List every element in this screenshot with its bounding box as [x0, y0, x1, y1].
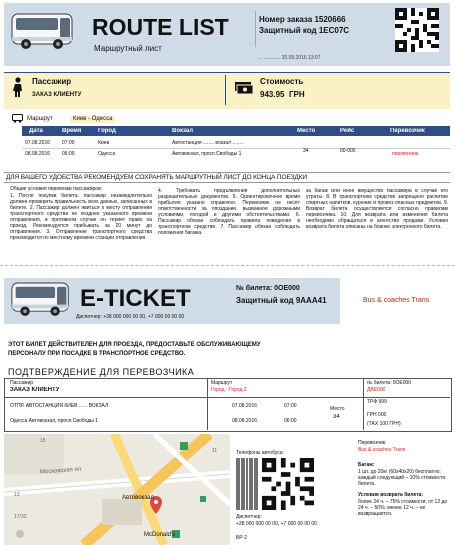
baggage-text: 1 шт. до 20кг (60x40x20) бесплатно; каждый следующий – 10% стоимости билета.	[358, 469, 446, 487]
map-num-1: 15	[40, 438, 46, 444]
person-icon	[13, 77, 23, 97]
confirm-passenger-name: ЗАКАЗ КЛИЕНТУ	[10, 387, 60, 393]
barcode	[236, 458, 258, 510]
map-num-4: 11	[212, 448, 218, 454]
rules-title: Общие условия перевозки пассажиров:	[10, 186, 103, 192]
confirm-price-value: ГРН 000	[367, 412, 387, 418]
carrier-label: Перевозчик:	[358, 440, 387, 446]
row-date: 08.08.2016	[25, 151, 51, 157]
eticket-security-code: Защитный код 9ААА41	[236, 296, 327, 305]
route-list-title: ROUTE LIST	[92, 14, 229, 40]
qr-code	[395, 8, 439, 52]
save-notice: ДЛЯ ВАШЕГО УДОБСТВА РЕКОМЕНДУЕМ СОХРАНЯТЬ МАРШРУТНЫЙ ЛИСТ ДО КОНЦА ПОЕЗДКИ	[6, 174, 307, 181]
eticket-ticket-number: № билета: 0ОЕ000	[236, 285, 300, 292]
confirm-col-rule-1	[207, 378, 208, 430]
confirm-seat-label: Место	[330, 406, 345, 412]
col-city: Город	[98, 128, 116, 134]
col-time: Время	[62, 128, 82, 134]
cost-currency: ГРН	[289, 90, 305, 99]
col-date: Дата	[29, 128, 43, 134]
row-date: 07.08.2016	[25, 140, 51, 146]
cut-line	[0, 265, 455, 266]
confirm-ticket-no: № билета: 0ОЕ000	[367, 380, 412, 386]
refund-title: Условия возврата билета:	[358, 492, 424, 498]
row-carrier: перевозчик	[392, 151, 419, 157]
passenger-name: ЗАКАЗ КЛИЕНТУ	[32, 92, 82, 98]
eticket-title: E-TICKET	[80, 285, 191, 312]
map-num-2: 13	[14, 492, 20, 498]
rules-column-3: за багаж или иное имущество пассажира в случае его утраты. 8. В транспортном средстве запрещено распитие спиртных напитков, курение и провоз опасных предметов. 9. Возврат билета осуществляется согласно правилам перевозчика. 10. Для возврата или изменения билета необходимо обращаться в агентство продажи. Условия возврата билета описаны на бланке электронного билета.	[306, 188, 448, 230]
table-header-row	[22, 126, 450, 136]
confirm-route-label: Маршрут	[211, 380, 233, 386]
row-seat: 34	[303, 148, 309, 154]
notice-rule	[4, 172, 450, 173]
confirm-arrive: Одесса Автовокзал, просп.Свободы 1	[10, 418, 99, 424]
rules-column-2: 4. Требовать предъявления дополнительных разрешительных документов. 5. Ориентировочное время прибытия указано справочно. Перевозчик не несёт ответственности за опоздание, вызванное дорожными условиями, погодой и другими обстоятельствами. 6. Пассажир обязан соблюдать правила поведения в транспортном средстве. 7. Пассажир обязан соблюдать положения багажа.	[158, 188, 300, 236]
baggage-title: Багаж:	[358, 462, 375, 468]
carrier-value: Bus & coaches Trans	[358, 447, 406, 453]
confirm-row-rule	[4, 397, 450, 398]
cost-label: Стоимость	[260, 77, 304, 86]
confirm-col-rule-2	[363, 378, 364, 430]
bus-icon	[10, 11, 76, 51]
row-station: Автовокзал, просп.Свободы 1	[172, 151, 242, 157]
dispatcher-phone: +38 000 000 00 00, +7 000 00 00 00	[236, 521, 317, 527]
map-station-label: Автовокзал	[122, 495, 154, 501]
map-num-3: 17/32	[14, 514, 27, 520]
passenger-label: Пассажир	[32, 77, 72, 86]
route-label: Маршрут	[27, 116, 53, 122]
ticket-code-bottom: БР-2	[236, 535, 248, 541]
station-map	[4, 434, 230, 545]
row-time: 07:00	[62, 140, 75, 146]
confirm-extra: (ТАХ 100 ГРН)	[367, 421, 401, 427]
confirm-route-value: Город - Город 2	[211, 387, 247, 393]
route-list-subtitle: Маршрутный лист	[94, 44, 162, 53]
route-value: Киев - Одесса	[70, 116, 115, 123]
qr-label: Телефоны автобуса:	[236, 450, 284, 456]
bus-icon	[10, 280, 72, 318]
confirm-arrive-date: 08.08.2016	[232, 418, 258, 424]
refund-text: более 24 ч. – 75% стоимости; от 12 до 24 ч. – 50%; менее 12 ч. – не возвращается.	[358, 499, 448, 517]
row-city: Одесса	[98, 151, 116, 157]
row-station: Автостанция ........ вокзал ........	[172, 140, 244, 146]
map-poi-label: McDonald's	[144, 532, 176, 538]
col-seat: Место	[297, 128, 316, 134]
col-carrier: Перевозчик	[390, 128, 425, 134]
money-icon	[234, 78, 254, 98]
col-station: Вокзал	[172, 128, 194, 134]
confirm-ticket-code: ДВЕ000	[367, 387, 386, 393]
band-divider	[225, 75, 226, 105]
issued-line: ... ............ 20.09.2016 13:07	[258, 55, 321, 61]
cost-value: 943.95	[260, 90, 285, 99]
confirm-seat: 34	[333, 414, 340, 420]
eticket-brand: Bus & coaches Trans	[363, 297, 430, 304]
order-number: Номер заказа 1520666	[259, 15, 346, 24]
confirm-price-label: ТРФ 999	[367, 399, 387, 405]
row-city: Киев	[98, 140, 110, 146]
row-time: 06:00	[62, 151, 75, 157]
confirm-arrive-time: 06:00	[284, 418, 297, 424]
security-code: Защитный код 1ЕС07С	[259, 26, 350, 35]
confirm-depart-time: 07:00	[284, 403, 297, 409]
row-trip: 00-000	[340, 148, 356, 154]
route-table	[22, 126, 450, 160]
qr-code-ticket	[262, 458, 314, 510]
bus-small-icon	[12, 114, 23, 123]
rules-column-1: 1. После покупки билета, пассажир незамедлительно должен проверить правильность всех данных, записанных в билете. 2. Пассажир должен явиться к месту отправления транспортного средства не позднее указанного времени отправления, в противном случае он теряет право на проезд. Рекомендуется прибывать за 20 минут до отправления. 3. Отправление транспортного средства производится по местному времени станции отправления.	[10, 193, 152, 241]
col-trip: Рейс	[340, 128, 355, 134]
eticket-phones: Диспетчер: +38 000 000 00 00, +7 000 00 00 00	[76, 314, 185, 320]
dispatcher-label: Диспетчер:	[236, 514, 262, 520]
confirm-depart-date: 07.08.2016	[232, 403, 258, 409]
section-title: ПОДТВЕРЖДЕНИЕ ДЛЯ ПЕРЕВОЗЧИКА	[8, 367, 195, 377]
confirm-passenger-label: Пассажир	[10, 380, 34, 386]
map-street-label: Московская пл.	[39, 466, 84, 476]
eticket-notice: ЭТОТ БИЛЕТ ДЕЙСТВИТЕЛЕН ДЛЯ ПРОЕЗДА, ПРЕДОСТАВЬТЕ ОБСЛУЖИВАЮЩЕМУ ПЕРСОНАЛУ ПРИ ПОСАДКЕ В ТРАНСПОРТНОЕ СРЕДСТВО.	[8, 342, 261, 357]
confirm-depart: ОТПР. АВТОСТАНЦИЯ КИЕВ ...... ВОКЗАЛ	[10, 403, 109, 409]
notice-rule-2	[4, 182, 450, 183]
